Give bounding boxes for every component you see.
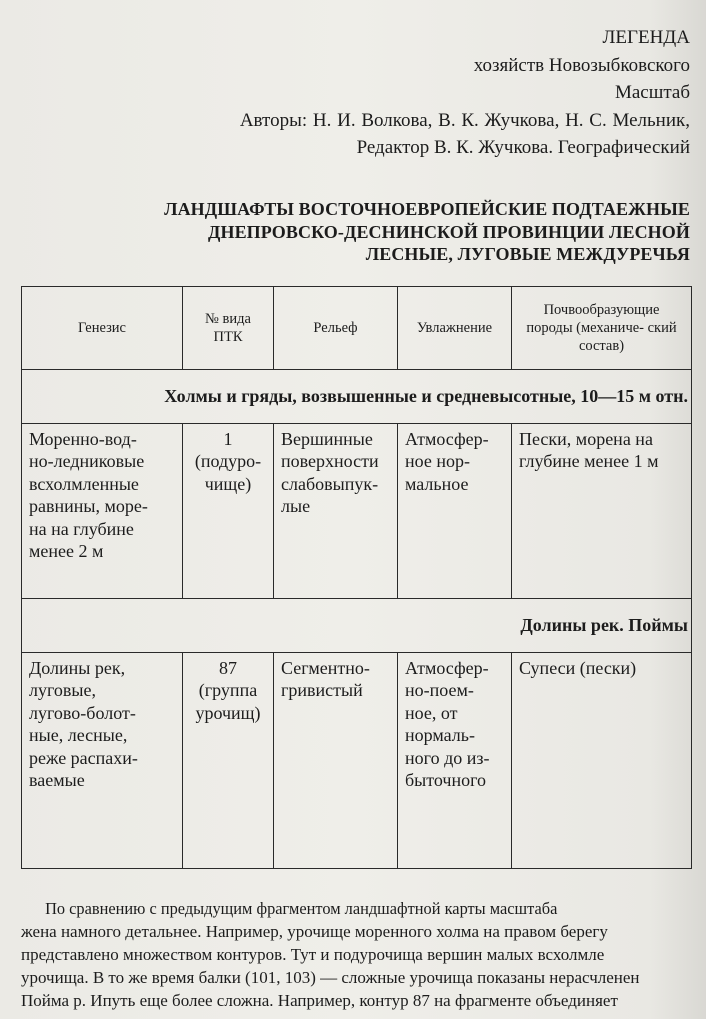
cell-line: 87 <box>219 657 237 678</box>
cell-ptk <box>183 423 274 598</box>
cell-line: поверхности <box>281 451 379 472</box>
cell-line: Долины рек, <box>29 657 126 678</box>
cell-rocks <box>512 423 692 598</box>
section-heading-row <box>22 369 692 423</box>
title-line: ЛЕСНЫЕ, ЛУГОВЫЕ МЕЖДУРЕЧЬЯ <box>365 244 690 264</box>
cell-line: ваемые <box>29 770 85 791</box>
cell-line: Супеси (пески) <box>519 657 637 678</box>
cell-line: чище) <box>204 473 252 494</box>
cell-line: Сегментно- <box>281 657 370 678</box>
cell-line: ное нор- <box>405 451 470 472</box>
legend-header <box>240 24 690 162</box>
header-line: ЛЕГЕНДА <box>602 27 690 48</box>
cell-line: лые <box>281 496 311 517</box>
cell-relief <box>274 423 398 598</box>
cell-line: луговые, <box>29 680 96 701</box>
title-line: ДНЕПРОВСКО-ДЕСНИНСКОЙ ПРОВИНЦИИ ЛЕСНОЙ <box>207 221 690 242</box>
cell-line: глубине менее 1 м <box>519 451 659 472</box>
cell-line: Атмосфер- <box>405 428 489 449</box>
cell-line: Атмосфер- <box>405 657 489 678</box>
header-line: Масштаб <box>614 82 690 103</box>
column-header-moisture: Увлажнение <box>398 287 512 370</box>
legend-table <box>21 286 692 869</box>
cell-line: реже распахи- <box>29 747 138 768</box>
cell-line: (группа <box>198 680 258 701</box>
cell-line: но-ледниковые <box>29 451 145 472</box>
cell-line: равнины, море- <box>29 496 148 517</box>
cell-genesis <box>22 652 183 868</box>
header-line: хозяйств Новозыбковского <box>473 54 690 76</box>
cell-relief <box>274 652 398 868</box>
column-header-genesis: Генезис <box>22 287 183 370</box>
section-title <box>164 198 690 266</box>
cell-line: быточного <box>405 770 487 791</box>
body-paragraph <box>21 897 693 1012</box>
cell-line: слабовыпук- <box>281 473 379 494</box>
body-line: По сравнению с предыдущим фрагментом ландшафтной карты масштаба <box>45 899 558 918</box>
cell-line: (подуро- <box>194 451 262 472</box>
cell-moisture <box>398 423 512 598</box>
column-header-rocks: Почвообразующие породы (механиче- ский состав) <box>512 287 692 370</box>
column-header-ptk: № вида ПТК <box>183 287 274 370</box>
section-heading-hills: Холмы и гряды, возвышенные и средневысотные, 10—15 м отн. <box>22 369 692 423</box>
cell-moisture <box>398 652 512 868</box>
title-line: ЛАНДШАФТЫ ВОСТОЧНОЕВРОПЕЙСКИЕ ПОДТАЕЖНЫЕ <box>164 199 690 219</box>
cell-line: урочищ) <box>195 702 261 723</box>
header-line: Авторы: Н. И. Волкова, В. К. Жучкова, Н. С. Мельник, <box>239 109 690 131</box>
cell-line: на на глубине <box>29 518 134 539</box>
cell-rocks <box>512 652 692 868</box>
cell-line: Пески, морена на <box>519 428 653 449</box>
body-line: жена намного детальнее. Например, урочище моренного холма на правом берегу <box>21 922 608 941</box>
cell-line: всхолмленные <box>29 473 139 494</box>
cell-genesis <box>22 423 183 598</box>
body-line: урочища. В то же время балки (101, 103) — сложные урочища показаны нерасчленен <box>21 968 640 987</box>
table-row <box>22 652 692 868</box>
cell-line: мальное <box>405 473 469 494</box>
body-line: представлено множеством контуров. Тут и подурочища вершин малых всхолмле <box>21 945 605 964</box>
cell-line: лугово-болот- <box>29 702 136 723</box>
cell-line: Моренно-вод- <box>29 428 137 449</box>
cell-line: Вершинные <box>281 428 373 449</box>
body-line: Пойма р. Ипуть еще более сложна. Например, контур 87 на фрагменте объединяет <box>21 991 618 1010</box>
cell-line: менее 2 м <box>29 541 104 562</box>
cell-line: но-поем- <box>405 680 474 701</box>
section-heading-row <box>22 598 692 652</box>
cell-line: ные, лесные, <box>29 725 128 746</box>
cell-line: ного до из- <box>405 747 490 768</box>
cell-ptk <box>183 652 274 868</box>
table-header-row <box>22 287 692 370</box>
cell-line: ное, от <box>405 702 458 723</box>
header-line: Редактор В. К. Жучкова. Географический <box>356 137 690 158</box>
column-header-relief: Рельеф <box>274 287 398 370</box>
cell-line: гривистый <box>281 680 363 701</box>
section-heading-valleys: Долины рек. Поймы <box>22 598 692 652</box>
cell-line: 1 <box>223 428 233 449</box>
table-row <box>22 423 692 598</box>
cell-line: нормаль- <box>405 725 475 746</box>
